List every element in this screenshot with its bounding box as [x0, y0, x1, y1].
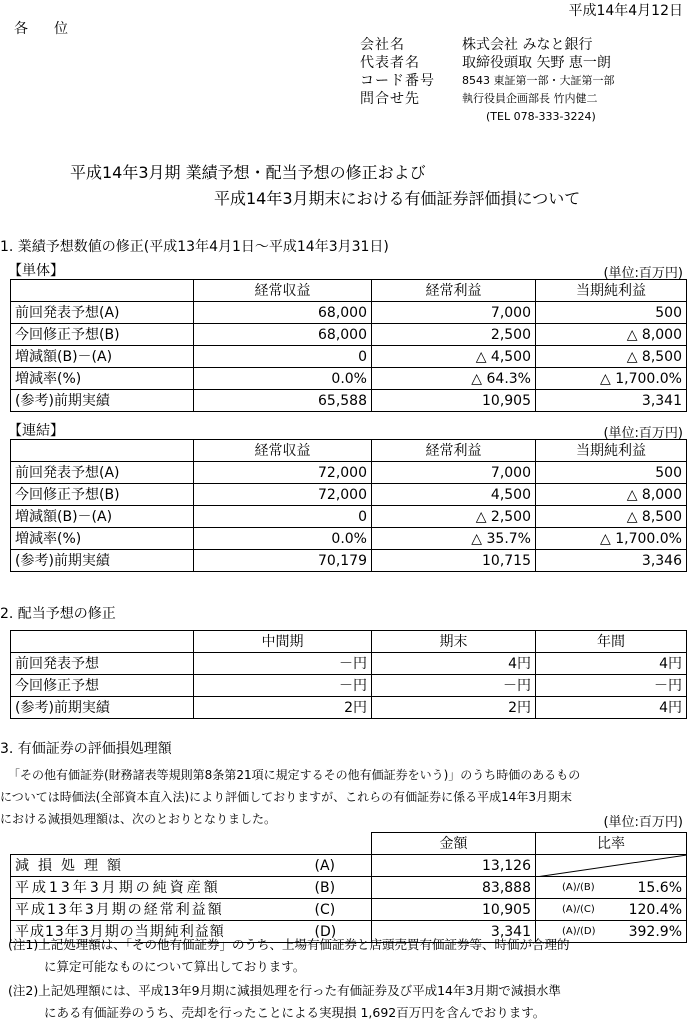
column-header: 当期純利益 [536, 280, 687, 302]
row-label: (参考)前期実績 [11, 390, 194, 412]
table-header-row [11, 280, 687, 302]
column-header: 経常収益 [194, 280, 372, 302]
row-label: 今回修正予想(B) [11, 324, 194, 346]
title-line-1: 平成14年3月期 業績予想・配当予想の修正および [70, 163, 426, 182]
column-header: 中間期 [194, 631, 372, 653]
single-forecast-table [10, 279, 687, 412]
note-1-continued: に算定可能なものについて算出しております。 [44, 959, 306, 974]
company-row-value: 執行役員企画部長 竹内健二 [462, 92, 598, 105]
unit-label: (単位:百万円) [603, 266, 683, 281]
row-label: 前回発表予想(A) [11, 462, 194, 484]
table-row: 増減額(B)－(A) 0 △ 2,500 △ 8,500 [11, 506, 687, 528]
title-line-2: 平成14年3月期末における有価証券評価損について [214, 189, 581, 208]
table-row: 前回発表予想(A) 72,000 7,000 500 [11, 462, 687, 484]
column-header: 年間 [536, 631, 687, 653]
column-header: 期末 [372, 631, 536, 653]
row-tag: (C) [311, 899, 372, 921]
unit-label: (単位:百万円) [603, 426, 683, 441]
company-row [360, 108, 615, 126]
impairment-table [10, 832, 687, 943]
column-header: 当期純利益 [536, 440, 687, 462]
column-header: 経常収益 [194, 440, 372, 462]
column-header: 経常利益 [372, 440, 536, 462]
row-label: 今回修正予想(B) [11, 484, 194, 506]
note-2: (注2)上記処理額には、平成13年9月期に減損処理を行った有価証券及び平成14年3月期で減損水準 [8, 983, 561, 998]
consolidated-label: 【連結】 [8, 423, 64, 439]
unit-label: (単位:百万円) [603, 815, 683, 830]
table-row: 増減額(B)－(A) 0 △ 4,500 △ 8,500 [11, 346, 687, 368]
table-row: 前回発表予想 －円 4円 4円 [11, 653, 687, 675]
company-row [360, 54, 615, 72]
table-row: 減損処理額 (A) 13,126 [11, 855, 687, 877]
addressee: 各位 [14, 21, 94, 37]
row-label: 減損処理額 [11, 855, 311, 877]
table-row: 平成13年3月期の経常利益額 (C) 10,905 (A)/(C) 120.4% [11, 899, 687, 921]
row-label: 増減額(B)－(A) [11, 506, 194, 528]
column-header: 金額 [372, 833, 536, 855]
company-row [360, 36, 615, 54]
table-row: (参考)前期実績 65,588 10,905 3,341 [11, 390, 687, 412]
section3-paragraph: については時価法(全部資本直入法)により評価しておりますが、これらの有価証券に係る平成14年3月期末 [0, 790, 573, 804]
table-row: 増減率(%) 0.0% △ 35.7% △ 1,700.0% [11, 528, 687, 550]
table-row: 平成13年3月期の純資産額 (B) 83,888 (A)/(B) 15.6% [11, 877, 687, 899]
contact-tel: (TEL 078-333-3224) [486, 110, 596, 123]
consolidated-forecast-table [10, 439, 687, 572]
table-row: 今回修正予想(B) 68,000 2,500 △ 8,000 [11, 324, 687, 346]
section3-heading: 3. 有価証券の評価損処理額 [0, 741, 172, 757]
company-row-label: 代表者名 [360, 55, 420, 71]
row-label: 平成13年3月期の純資産額 [11, 877, 311, 899]
company-row-label: コード番号 [360, 73, 435, 89]
company-row-value: 8543 東証第一部・大証第一部 [462, 74, 615, 87]
row-tag: (B) [311, 877, 372, 899]
single-label: 【単体】 [8, 263, 64, 279]
table-row: 今回修正予想 －円 －円 －円 [11, 675, 687, 697]
note-2-continued: にある有価証券のうち、売却を行ったことによる実現損 1,692百万円を含んでおります。 [44, 1005, 546, 1020]
row-label: 平成13年3月期の当期純利益額 [11, 921, 311, 943]
table-row: 平成13年3月期の当期純利益額 (D) 3,341 (A)/(D) 392.9% [11, 921, 687, 943]
table-header-row [11, 631, 687, 653]
company-row [360, 90, 615, 108]
section2-heading: 2. 配当予想の修正 [0, 606, 116, 622]
company-row-label: 問合せ先 [360, 91, 420, 107]
row-label: (参考)前期実績 [11, 697, 194, 719]
row-label: 平成13年3月期の経常利益額 [11, 899, 311, 921]
company-info [360, 36, 615, 126]
company-row-label: 会社名 [360, 37, 405, 53]
row-label: 増減率(%) [11, 528, 194, 550]
row-label: 増減率(%) [11, 368, 194, 390]
table-row: (参考)前期実績 70,179 10,715 3,346 [11, 550, 687, 572]
company-row-value: 取締役頭取 矢野 恵一朗 [462, 55, 611, 71]
row-tag: (A) [311, 855, 372, 877]
table-header-row [11, 833, 687, 855]
table-row: 今回修正予想(B) 72,000 4,500 △ 8,000 [11, 484, 687, 506]
table-row: (参考)前期実績 2円 2円 4円 [11, 697, 687, 719]
company-row [360, 72, 615, 90]
diagonal-cell [536, 855, 687, 877]
row-label: (参考)前期実績 [11, 550, 194, 572]
row-tag: (D) [311, 921, 372, 943]
table-row: 前回発表予想(A) 68,000 7,000 500 [11, 302, 687, 324]
table-row: 増減率(%) 0.0% △ 64.3% △ 1,700.0% [11, 368, 687, 390]
document-date: 平成14年4月12日 [568, 3, 683, 19]
column-header: 比率 [536, 833, 687, 855]
section3-paragraph: 「その他有価証券(財務諸表等規則第8条第21項に規定するその他有価証券をいう)」のうち時価のあるもの [8, 768, 581, 782]
company-row-value: 株式会社 みなと銀行 [462, 37, 593, 53]
row-label: 前回発表予想(A) [11, 302, 194, 324]
section1-heading: 1. 業績予想数値の修正(平成13年4月1日～平成14年3月31日) [0, 239, 389, 255]
row-label: 今回修正予想 [11, 675, 194, 697]
section3-paragraph: における減損処理額は、次のとおりとなりました。 [0, 812, 277, 826]
table-header-row [11, 440, 687, 462]
note-1: (注1)上記処理額は、「その他有価証券」のうち、上場有価証券と店頭売買有価証券等、時価が合理的 [8, 937, 570, 952]
row-label: 増減額(B)－(A) [11, 346, 194, 368]
dividend-table [10, 630, 687, 719]
column-header: 経常利益 [372, 280, 536, 302]
row-label: 前回発表予想 [11, 653, 194, 675]
